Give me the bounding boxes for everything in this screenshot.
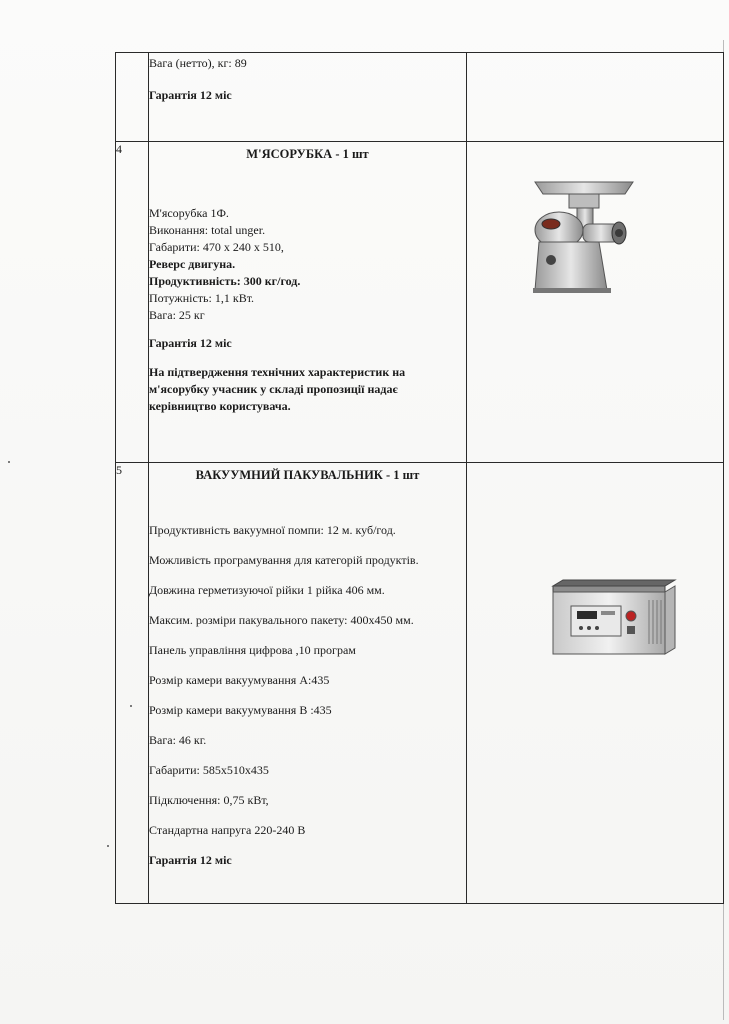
meat-grinder-icon: [529, 172, 639, 302]
spec-line: Підключення: 0,75 кВт,: [149, 793, 269, 807]
warranty-line: Гарантія 12 міс: [149, 88, 232, 102]
image-cell: [467, 463, 724, 904]
spec-table: [115, 52, 724, 904]
image-cell: [467, 53, 724, 142]
spec-line: Максим. розміри пакувального пакету: 400х450 мм.: [149, 613, 414, 627]
note-text: На підтвердження технічних характеристик на м'ясорубку учасник у складі пропозиції надає керівництво користувача.: [149, 365, 406, 413]
scan-speck: [8, 461, 10, 463]
spec-line: Стандартна напруга 220-240 В: [149, 823, 306, 837]
spec-line: Реверс двигуна.: [149, 257, 236, 271]
desc-cell: [149, 463, 467, 904]
spec-line: Продуктивність: 300 кг/год.: [149, 274, 301, 288]
image-cell: [467, 142, 724, 463]
warranty-line: Гарантія 12 міс: [149, 853, 232, 867]
spec-list: [149, 522, 466, 839]
spec-line: Розмір камери вакуумування А:435: [149, 673, 330, 687]
warranty-line: Гарантія 12 міс: [149, 336, 232, 350]
item-title: ВАКУУМНИЙ ПАКУВАЛЬНИК - 1 шт: [195, 468, 420, 482]
weight-line: Вага (нетто), кг: 89: [149, 56, 247, 70]
table-row: [116, 53, 724, 142]
vacuum-packer-icon: [549, 578, 679, 658]
spec-line: Вага: 46 кг.: [149, 733, 207, 747]
spec-line: Розмір камери вакуумування В :435: [149, 703, 332, 717]
table-row: [116, 142, 724, 463]
row-number: 5: [116, 463, 149, 904]
item-title: М'ЯСОРУБКА - 1 шт: [246, 147, 369, 161]
spec-line: Потужність: 1,1 кВт.: [149, 291, 255, 305]
spec-line: Можливість програмування для категорій продуктів.: [149, 553, 419, 567]
num-cell: [116, 53, 149, 142]
row-number: 4: [116, 142, 149, 463]
spec-line: Вага: 25 кг: [149, 308, 205, 322]
spec-line: Виконання: total unger.: [149, 223, 266, 237]
spec-line: М'ясорубка 1Ф.: [149, 206, 229, 220]
spec-line: Габарити: 585х510х435: [149, 763, 269, 777]
desc-cell: [149, 53, 467, 142]
spec-line: Панель управління цифрова ,10 програм: [149, 643, 356, 657]
spec-line: Продуктивність вакуумної помпи: 12 м. куб/год.: [149, 523, 396, 537]
table-row: [116, 463, 724, 904]
spec-line: Габарити: 470 х 240 х 510,: [149, 240, 284, 254]
desc-cell: [149, 142, 467, 463]
scan-speck: [107, 845, 109, 847]
spec-line: Довжина герметизуючої рійки 1 рійка 406 мм.: [149, 583, 385, 597]
